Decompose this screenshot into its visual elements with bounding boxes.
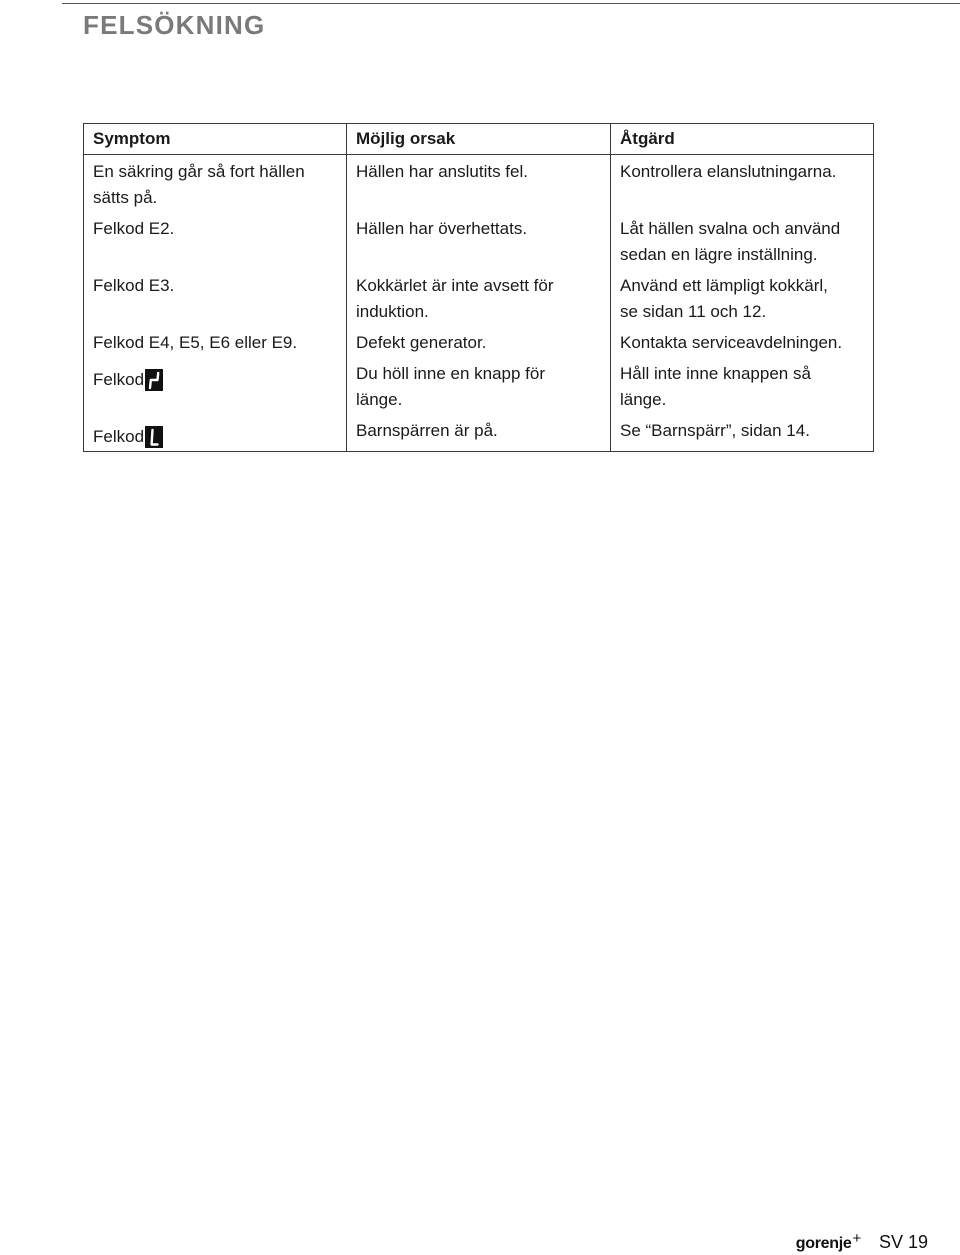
- cell-line: Felkod E2.: [93, 219, 175, 238]
- cell-line: induktion.: [356, 302, 429, 321]
- symptom-cell: [84, 357, 347, 414]
- cell-line: länge.: [620, 390, 667, 409]
- cell-line: Hällen har överhettats.: [356, 219, 528, 238]
- table-row: [84, 414, 874, 452]
- felkod-label: Felkod: [93, 427, 145, 446]
- table-row: [84, 326, 874, 357]
- cell-line: Felkod E3.: [93, 276, 175, 295]
- cell-line: länge.: [356, 390, 403, 409]
- felkod-with-icon: [93, 367, 163, 393]
- symptom-cell: [84, 155, 347, 213]
- cell-line: Låt hällen svalna och använd: [620, 219, 841, 238]
- cell-line: sätts på.: [93, 188, 158, 207]
- action-cell: [611, 326, 874, 357]
- cell-line: En säkring går så fort hällen: [93, 162, 305, 181]
- header-cause: Möjlig orsak: [347, 124, 611, 155]
- table-header-row: [84, 124, 874, 155]
- cell-line: sedan en lägre inställning.: [620, 245, 818, 264]
- symptom-cell: [84, 326, 347, 357]
- display-segment-l-icon: [145, 426, 163, 448]
- display-segment-r-icon: [145, 369, 163, 391]
- cell-line: Du höll inne en knapp för: [356, 364, 546, 383]
- felkod-label: Felkod: [93, 370, 145, 389]
- cause-cell: [347, 414, 611, 452]
- cell-line: Håll inte inne knappen så: [620, 364, 811, 383]
- cell-line: Barnspärren är på.: [356, 421, 498, 440]
- symptom-cell: [84, 414, 347, 452]
- cause-cell: [347, 326, 611, 357]
- cell-line: Använd ett lämpligt kokkärl,: [620, 276, 828, 295]
- top-rule: [62, 3, 960, 4]
- table-row: [84, 269, 874, 326]
- cell-line: Kontakta serviceavdelningen.: [620, 333, 843, 352]
- action-cell: [611, 155, 874, 213]
- cell-line: Felkod E4, E5, E6 eller E9.: [93, 333, 298, 352]
- cause-cell: [347, 269, 611, 326]
- symptom-cell: [84, 269, 347, 326]
- header-symptom: Symptom: [84, 124, 347, 155]
- table-row: [84, 357, 874, 414]
- cause-cell: [347, 212, 611, 269]
- cell-line: se sidan 11 och 12.: [620, 302, 767, 321]
- cause-cell: [347, 155, 611, 213]
- cell-line: Kokkärlet är inte avsett för: [356, 276, 554, 295]
- brand-name: gorenje: [795, 1235, 852, 1252]
- header-action: Åtgärd: [611, 124, 874, 155]
- symptom-cell: [84, 212, 347, 269]
- action-cell: [611, 212, 874, 269]
- page-number: SV 19: [878, 1232, 928, 1252]
- felkod-with-icon: [93, 424, 163, 450]
- table-row: [84, 155, 874, 213]
- page-footer: [796, 1232, 928, 1253]
- cell-line: Hällen har anslutits fel.: [356, 162, 528, 181]
- troubleshooting-table: [83, 123, 874, 452]
- page-title: FELSÖKNING: [83, 10, 266, 40]
- action-cell: [611, 414, 874, 452]
- cell-line: Se “Barnspärr”, sidan 14.: [620, 421, 810, 440]
- action-cell: [611, 269, 874, 326]
- cause-cell: [347, 357, 611, 414]
- brand-logo: [795, 1230, 861, 1253]
- table-row: [84, 212, 874, 269]
- action-cell: [611, 357, 874, 414]
- cell-line: Defekt generator.: [356, 333, 487, 352]
- cell-line: Kontrollera elanslutningarna.: [620, 162, 837, 181]
- brand-suffix: +: [852, 1230, 861, 1247]
